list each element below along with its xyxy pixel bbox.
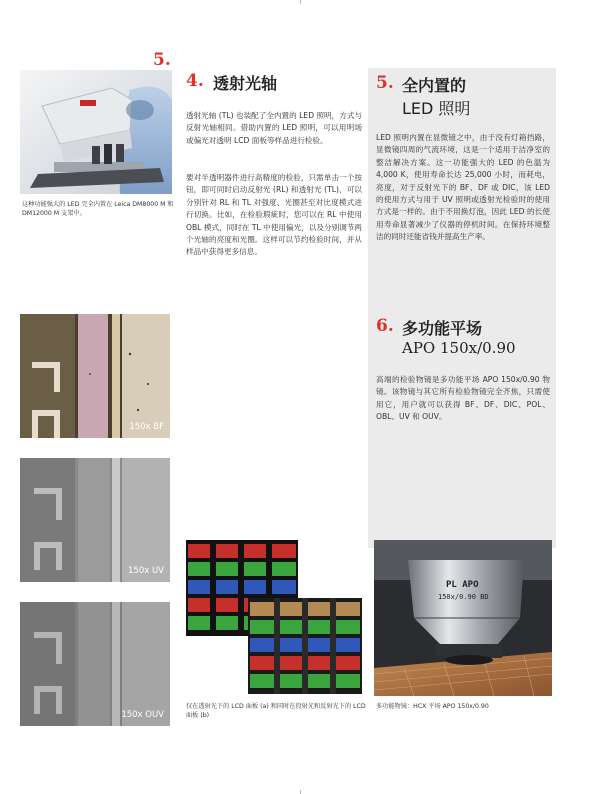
microscope-photo (20, 70, 172, 194)
micrograph-bf-image (20, 314, 170, 438)
crop-mark-top (300, 0, 301, 4)
section-6-title-line1: 多功能平场 (402, 319, 483, 338)
micrograph-bf (20, 314, 170, 438)
section-4-title: 透射光轴 (213, 74, 278, 93)
crop-mark-bottom (300, 790, 301, 794)
section-6-paragraph: 高端的检验物镜是多功能平场 APO 150x/0.90 物镜。该物镜与其它所有检验物镜完全齐焦，只需使用它，用户就可以获得 BF、DF、DIC、POL、OBL、UV 和 OUV。 (376, 375, 550, 422)
intro-number: 5. (153, 50, 171, 70)
objective-photo (374, 540, 552, 696)
intro-caption: 这种功能强大的 LED 完全内置在 Leica DM8000 M 和 DM12000 M 支架中。 (22, 201, 174, 218)
micrograph-ouv-label: 150x OUV (121, 710, 164, 720)
section-4-paragraph-1: 透射光轴 (TL) 也装配了全内置的 LED 照明，方式与反射光轴相同。借助内置的 LED 照明，可以用明场或偏光对透明 LCD 面板等样品进行检验。 (186, 111, 363, 145)
micrograph-ouv (20, 602, 170, 726)
micrograph-uv-label: 150x UV (128, 566, 164, 576)
objective-engraving-line1: PL APO (446, 580, 479, 590)
objective-illustration (374, 540, 552, 696)
objective-caption: 多功能物镜：HCX 平场 APO 150x/0.90 (376, 703, 489, 710)
micrograph-ouv-image (20, 602, 170, 726)
section-4-paragraph-2: 要对半透明器件进行高精度的检验，只需单击一个按钮，即可同时启动反射光 (RL) 和透射光 (TL)，可以分别针对 RL 和 TL 对强度、光圈甚至对比度模式进行切换。比如，在检验瑕疵时，您可以在 RL 中使用 OBL 模式，同时在 TL 中使用偏光，以及分别调节两个光轴的亮度和光圈。这样可以节约检验时间，并从样品中获得更多信息。 (186, 173, 362, 257)
micrograph-uv (20, 458, 170, 582)
section-5-title-line1: 全内置的 (402, 76, 467, 95)
section-5-number: 5. (376, 73, 394, 93)
lcd-caption: 仅在透射光下的 LCD 面板 (a) 和同时在投射光和反射光下的 LCD 面板 (b) (186, 703, 366, 720)
section-6-title-line2: APO 150x/0.90 (402, 339, 516, 357)
micrograph-uv-image (20, 458, 170, 582)
lcd-panel-images (186, 540, 366, 696)
micrograph-bf-label: 150x BF (129, 422, 164, 432)
section-5-paragraph: LED 照明内置在显微镜之中，由于没有灯箱挡路，显微镜四周的气流环境，这是一个适用于洁净室的整洁解决方案。这一功能强大的 LED 的色温为 4,000 K，使用寿命长达 25,000 小时，而耗电，亮度，对于反射光下的 BF、DF 或 DIC，该 LED 的使用方式与用于 UV 照明或透射光检验时的使用方式是一样的。由于不用换灯泡，因此 LED 的长使用寿命显著减少了仪器的停机时间。在保持环境整洁的同时还能省钱并提高生产率。 (376, 133, 550, 242)
microscope-illustration (20, 70, 172, 194)
section-4-number: 4. (186, 71, 204, 91)
lcd-panel-b (248, 598, 362, 694)
section-6-number: 6. (376, 316, 394, 336)
section-5-title-line2: LED 照明 (402, 99, 471, 118)
objective-engraving-line2: 150x/0.90 BD (438, 593, 489, 601)
lcd-panel-figure (186, 540, 366, 696)
